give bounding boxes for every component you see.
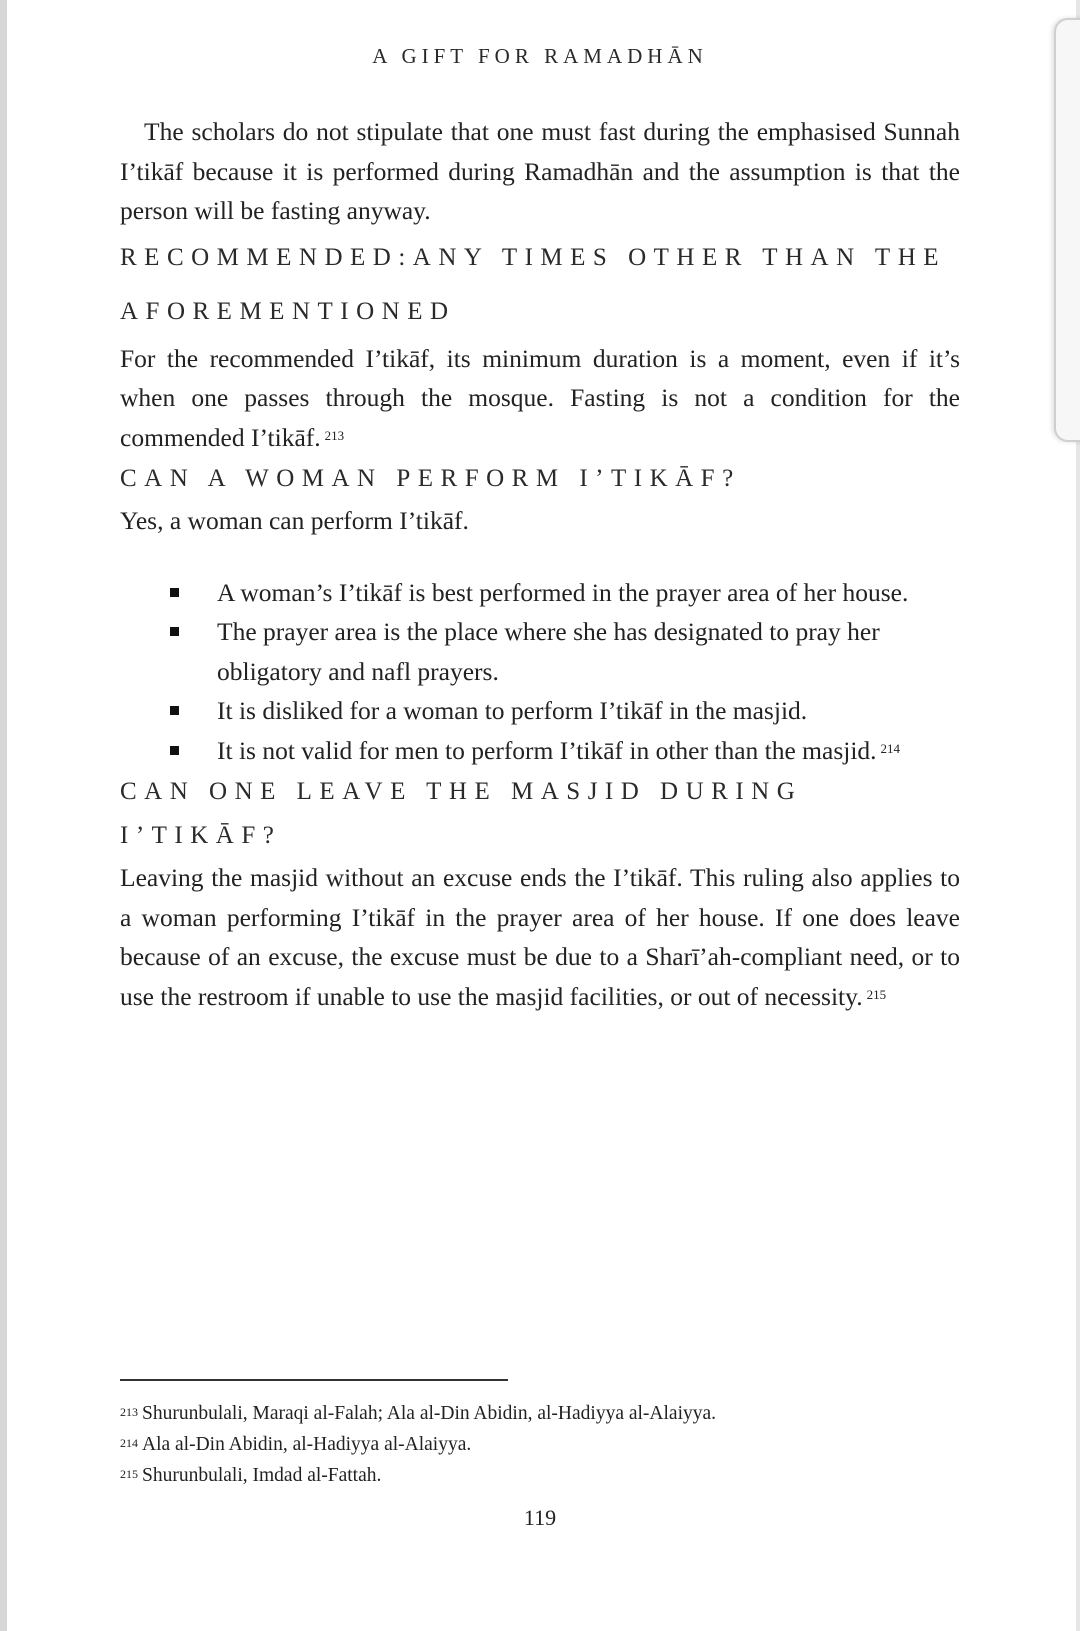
footnote-214: [120, 1429, 960, 1460]
footnote-text: Ala al-Din Abidin, al-Hadiyya al-Alaiyya.: [142, 1434, 472, 1455]
footnote-divider: [120, 1379, 508, 1381]
woman-bullet-list: [120, 573, 960, 771]
bullet-text: A woman’s I’tikāf is best performed in the prayer area of her house.: [217, 577, 909, 607]
heading-woman: CAN A WOMAN PERFORM I’TIKĀF?: [120, 465, 741, 492]
list-item: [217, 612, 960, 691]
page-number: 119: [523, 1505, 557, 1530]
leave-text: Leaving the masjid without an excuse ends the I’tikāf. This ruling also applies to a woman performing I’tikāf in the prayer area of her house. If one does leave because of an excuse, the excuse must be due to a Sharī’ah-compliant need, or to use the restroom if unable to use the masjid facilities, or out of necessity.: [120, 863, 960, 1011]
square-bullet-icon: [170, 588, 179, 597]
scroll-handle[interactable]: [1054, 18, 1080, 442]
recommended-text: For the recommended I’tikāf, its minimum duration is a moment, even if it’s when one passes through the mosque. Fasting is not a condition for the commended I’tikāf.: [120, 343, 960, 452]
footnote-number: 215: [120, 1467, 138, 1481]
list-item: [217, 573, 960, 613]
recommended-paragraph: [120, 339, 960, 458]
intro-paragraph: The scholars do not stipulate that one must fast during the emphasised Sunnah I’tikāf because it is performed during Ramadhān and the assumption is that the person will be fasting anyway.: [120, 117, 960, 225]
leave-paragraph: [120, 858, 960, 1016]
list-item: [217, 731, 960, 771]
footnote-215: [120, 1460, 960, 1491]
footnote-number: 214: [120, 1436, 138, 1450]
bullet-text: It is not valid for men to perform I’tikāf in other than the masjid.: [217, 735, 877, 765]
footnote-text: Shurunbulali, Imdad al-Fattah.: [142, 1465, 382, 1486]
page-left-edge: [0, 0, 7, 1631]
footnote-text: Shurunbulali, Maraqi al-Falah; Ala al-Din Abidin, al-Hadiyya al-Alaiyya.: [142, 1403, 717, 1424]
footnotes: [120, 1398, 960, 1491]
running-head: A GIFT FOR RAMADHĀN: [372, 44, 708, 68]
footnote-ref-215[interactable]: 215: [866, 986, 887, 1002]
bullet-text: The prayer area is the place where she has designated to pray her obligatory and nafl prayers.: [217, 617, 880, 686]
footnote-ref-213[interactable]: 213: [324, 427, 345, 443]
footnote-ref-214[interactable]: 214: [880, 740, 901, 756]
square-bullet-icon: [170, 627, 179, 636]
list-item: [217, 691, 960, 731]
footnote-number: 213: [120, 1405, 138, 1419]
heading-leave: CAN ONE LEAVE THE MASJID DURING I’TIKĀF?: [120, 778, 803, 849]
square-bullet-icon: [170, 746, 179, 755]
woman-paragraph: Yes, a woman can perform I’tikāf.: [120, 506, 469, 535]
bullet-text: It is disliked for a woman to perform I’tikāf in the masjid.: [217, 696, 808, 725]
square-bullet-icon: [170, 706, 179, 715]
footnote-213: [120, 1398, 960, 1429]
heading-recommended: RECOMMENDED:ANY TIMES OTHER THAN THE AFOREMENTIONED: [120, 243, 947, 325]
page-content: [120, 112, 960, 1016]
